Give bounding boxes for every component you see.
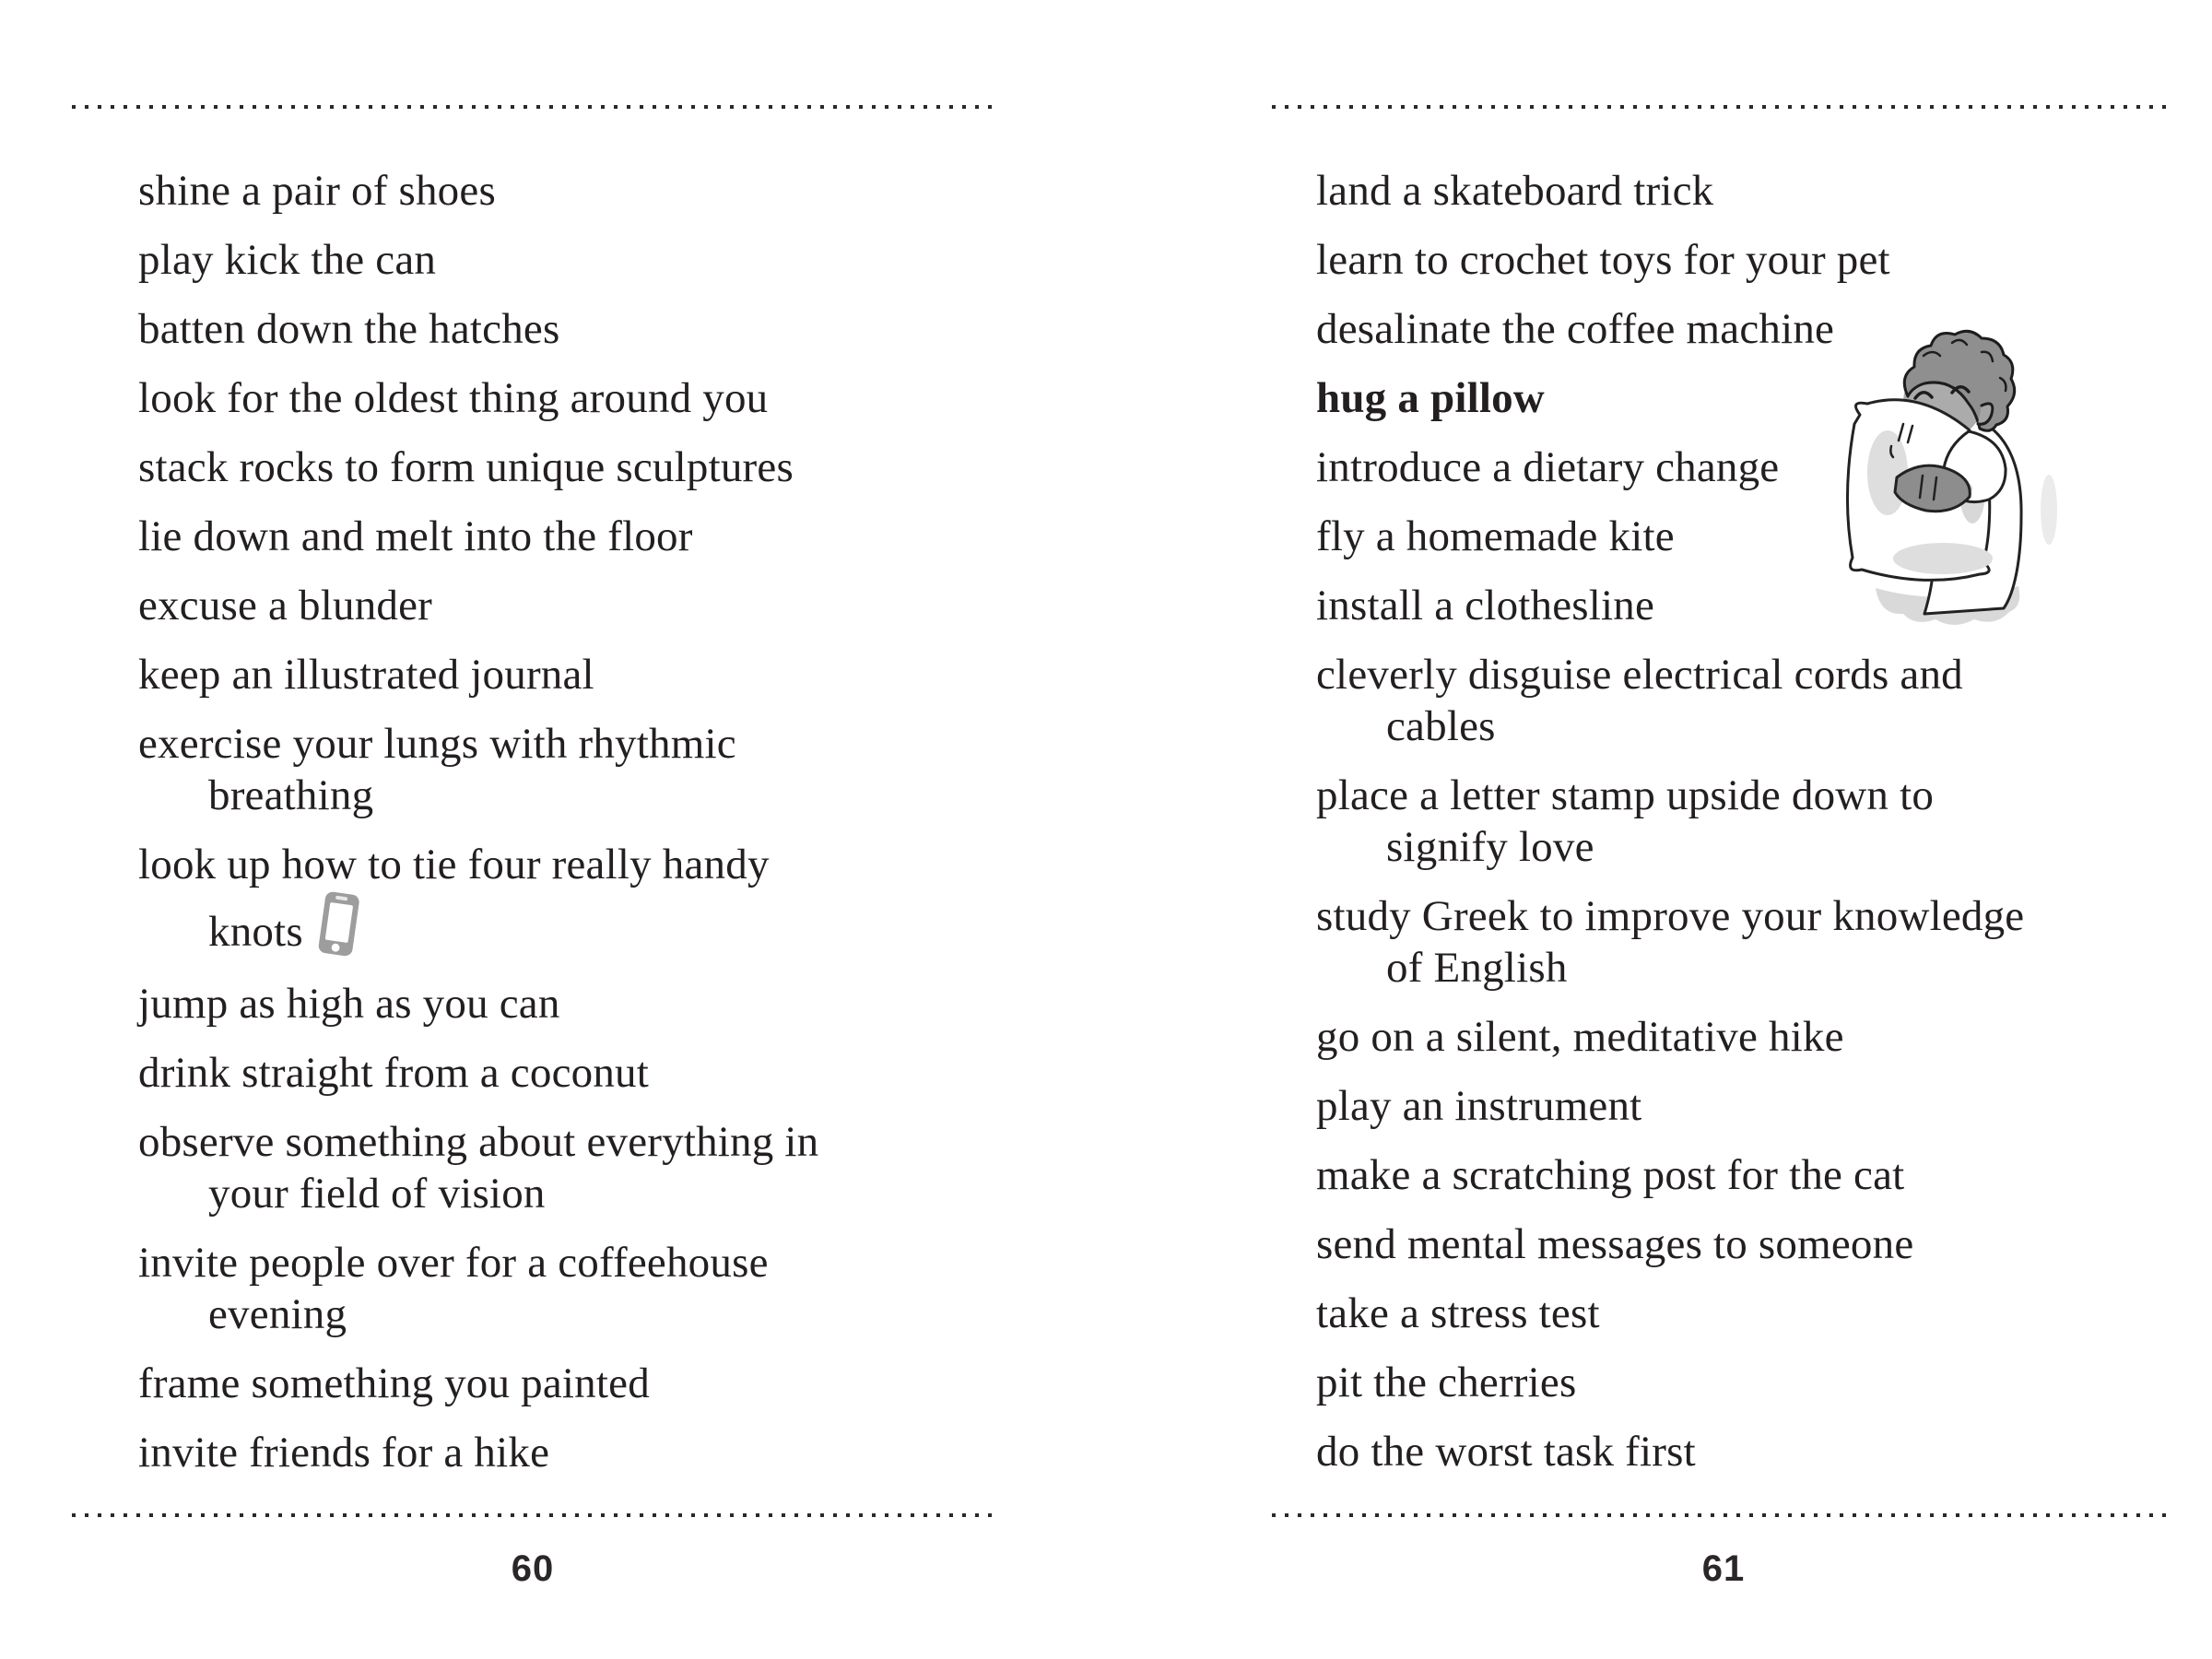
list-item — [1316, 165, 2201, 217]
list-item — [138, 718, 1023, 821]
list-item-line: shine a pair of shoes — [138, 167, 496, 215]
list-item-line: study Greek to improve your knowledge — [1316, 892, 2025, 940]
list-item-line: lie down and melt into the floor — [138, 512, 693, 560]
child-hugging-pillow-illustration — [1834, 321, 2065, 634]
smartphone-icon — [318, 890, 360, 960]
list-item-line: cables — [1386, 702, 1496, 750]
list-item-line: play kick the can — [138, 236, 437, 284]
list-item-line: jump as high as you can — [138, 980, 560, 1028]
right-page — [1106, 0, 2212, 1659]
list-item — [1316, 1218, 2201, 1270]
list-item-line: frame something you painted — [138, 1359, 650, 1407]
list-item-line: send mental messages to someone — [1316, 1220, 1914, 1268]
list-item — [1316, 1426, 2201, 1477]
list-item-line: desalinate the coffee machine — [1316, 305, 1835, 353]
list-item — [1316, 511, 2201, 562]
list-item-line: fly a homemade kite — [1316, 512, 1675, 560]
list-item-line: install a clothesline — [1316, 582, 1655, 629]
list-item — [1316, 649, 2201, 752]
list-item-line: place a letter stamp upside down to — [1316, 771, 1935, 819]
list-item — [1316, 303, 2201, 355]
list-item — [138, 441, 1023, 493]
list-item-line: drink straight from a coconut — [138, 1049, 649, 1097]
page-number-left: 60 — [511, 1548, 555, 1589]
list-item-line: pit the cherries — [1316, 1359, 1577, 1406]
activity-list-right — [1316, 165, 2201, 1495]
list-item — [138, 1427, 1023, 1478]
list-item — [138, 511, 1023, 562]
list-item-line: excuse a blunder — [138, 582, 433, 629]
list-item — [1316, 1011, 2201, 1063]
list-item — [138, 1116, 1023, 1219]
list-item — [138, 978, 1023, 1030]
list-item-line: take a stress test — [1316, 1289, 1600, 1337]
list-item — [138, 1237, 1023, 1340]
list-item-line: go on a silent, meditative hike — [1316, 1013, 1844, 1061]
activity-list-left — [138, 165, 1023, 1496]
list-item — [1316, 1149, 2201, 1201]
list-item-line: look up how to tie four really handy — [138, 841, 770, 888]
dotted-rule-top-left — [72, 105, 994, 109]
list-item-line: land a skateboard trick — [1316, 167, 1714, 215]
list-item — [138, 1358, 1023, 1409]
list-item-line: breathing — [208, 771, 374, 819]
list-item-line: learn to crochet toys for your pet — [1316, 236, 1890, 284]
list-item — [1316, 234, 2201, 286]
list-item — [138, 839, 1023, 960]
dotted-rule-top-right — [1272, 105, 2175, 109]
list-item-line: cleverly disguise electrical cords and — [1316, 651, 1963, 699]
list-item — [1316, 441, 2201, 493]
list-item — [138, 303, 1023, 355]
list-item-line: introduce a dietary change — [1316, 443, 1780, 491]
list-item-line: keep an illustrated journal — [138, 651, 594, 699]
page-number-right: 61 — [1701, 1548, 1746, 1589]
list-item-line: signify love — [1386, 823, 1594, 871]
list-item-line: look for the oldest thing around you — [138, 374, 769, 422]
list-item-line: exercise your lungs with rhythmic — [138, 720, 736, 768]
list-item-line: your field of vision — [208, 1170, 546, 1218]
list-item-line: of English — [1386, 944, 1568, 992]
list-item-line: stack rocks to form unique sculptures — [138, 443, 794, 491]
list-item — [138, 649, 1023, 700]
dotted-rule-bottom-right — [1272, 1513, 2175, 1517]
list-item — [1316, 890, 2201, 994]
list-item — [138, 165, 1023, 217]
dotted-rule-bottom-left — [72, 1513, 994, 1517]
list-item — [1316, 1080, 2201, 1132]
list-item-line: knots — [208, 890, 1023, 960]
list-item — [138, 1047, 1023, 1099]
list-item — [1316, 770, 2201, 873]
list-item — [138, 580, 1023, 631]
list-item-line: evening — [208, 1290, 347, 1338]
list-item-line: invite friends for a hike — [138, 1429, 550, 1477]
list-item — [1316, 372, 2201, 424]
list-item — [1316, 1288, 2201, 1339]
list-item — [138, 372, 1023, 424]
list-item-line: invite people over for a coffeehouse — [138, 1239, 769, 1287]
list-item — [1316, 1357, 2201, 1408]
list-item-line: batten down the hatches — [138, 305, 560, 353]
list-item — [138, 234, 1023, 286]
list-item-line: observe something about everything in — [138, 1118, 819, 1166]
list-item-line: do the worst task first — [1316, 1428, 1696, 1476]
list-item — [1316, 580, 2201, 631]
list-item-line: hug a pillow — [1316, 374, 1545, 422]
list-item-line: make a scratching post for the cat — [1316, 1151, 1905, 1199]
list-item-line: play an instrument — [1316, 1082, 1642, 1130]
